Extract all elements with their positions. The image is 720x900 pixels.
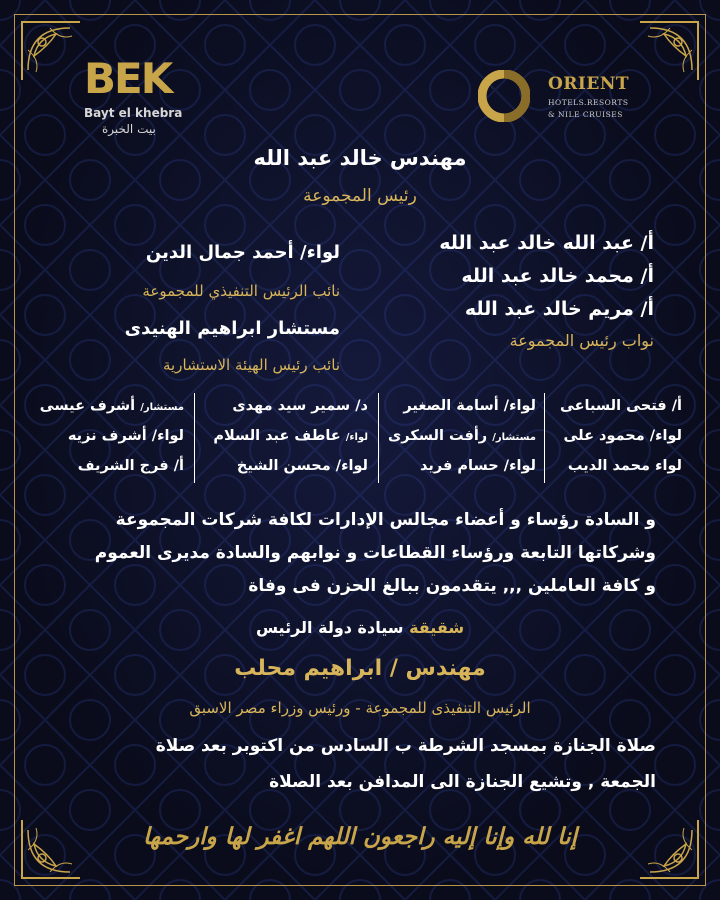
vice-chairman-name: أ/ محمد خالد عبد الله [461,265,654,287]
column-divider [544,393,545,483]
relation-gold: شقيقة [409,618,465,637]
staff-name: أ/ فتحى السباعى [559,398,682,414]
staff-entry [403,398,536,414]
staff-name: أسامة الصغير [403,398,499,414]
staff-name: لواء/ محمود على [563,428,682,444]
funeral-line: صلاة الجنازة بمسجد الشرطة ب السادس من اكتوبر بعد صلاة [155,736,656,756]
staff-entry [40,398,184,414]
staff-rank: د/ [355,398,368,414]
staff-rank: لواء/ [503,458,536,474]
staff-entry [68,428,184,444]
executive-title: نائب الرئيس التنفيذي للمجموعة [142,282,340,300]
staff-name: محسن الشيخ [236,458,331,474]
staff-entry [213,428,368,444]
funeral-line: الجمعة , وتشيع الجنازة الى المدافن بعد الصلاة [269,772,656,792]
staff-rank: لواء/ [335,458,368,474]
staff-name: أشرف نزيه [67,428,147,444]
prime-minister-name: مهندس / ابراهيم محلب [234,656,486,681]
vice-chairman-name: أ/ مريم خالد عبد الله [464,298,654,320]
staff-rank: مستشار/ [492,432,536,443]
bek-logo-english: Bayt el khebra [84,106,183,120]
vice-chairmen-title: نواب رئيس المجموعة [509,331,654,350]
staff-rank: مستشار/ [140,402,184,413]
orient-logo [478,70,648,126]
relation-white: سيادة دولة الرئيس [255,618,404,637]
staff-entry [388,428,536,444]
orient-ring-icon [478,70,530,122]
corner-ornament-icon [20,20,82,82]
bek-logo-mark: BEK [84,54,172,103]
column-divider [194,393,195,483]
relation-line [0,618,720,637]
staff-entry [420,458,536,474]
column-divider [378,393,379,483]
staff-rank: لواء/ [503,398,536,414]
staff-rank: لواء/ [345,432,368,443]
staff-entry [232,398,368,414]
staff-name: سمير سيد مهدى [232,398,351,414]
staff-name: فرج الشريف [77,458,169,474]
chairman-title: رئيس المجموعة [303,186,417,206]
prime-minister-title: الرئيس التنفيذى للمجموعة - ورئيس وزراء مصر الاسبق [189,699,531,717]
staff-name: أشرف عيسى [39,398,136,414]
vice-chairman-name: أ/ عبد الله خالد عبد الله [439,232,654,254]
staff-name: رأفت السكرى [388,428,488,444]
orient-subtitle-2: & NILE CRUISES [548,110,623,119]
message-line: و كافة العاملين ,,, يتقدمون ببالغ الحزن فى وفاة [248,576,656,596]
staff-entry [78,458,184,474]
staff-name: حسام فريد [420,458,499,474]
staff-rank: لواء/ [151,428,184,444]
message-line: وشركاتها التابعة ورؤساء القطاعات و نوابهم والسادة مديرى العموم [94,543,656,563]
bek-logo-arabic: بيت الخبرة [102,122,156,136]
executive-name: لواء/ أحمد جمال الدين [145,242,340,263]
executive-title: نائب رئيس الهيئة الاستشارية [163,356,340,374]
orient-name: ORIENT [548,74,630,94]
chairman-name: مهندس خالد عبد الله [253,146,467,170]
quran-verse: إنا لله وإنا إليه راجعون اللهم اغفر لها وارحمها [143,824,577,850]
staff-name: لواء محمد الديب [567,458,682,474]
executive-name: مستشار ابراهيم الهنيدى [124,318,340,339]
staff-name: عاطف عبد السلام [213,428,341,444]
bayt-el-khebra-logo [84,54,194,136]
orient-subtitle-1: HOTELS.RESORTS [548,98,629,107]
staff-entry [237,458,368,474]
message-line: و السادة رؤساء و أعضاء مجالس الإدارات لكافة شركات المجموعة [115,510,656,530]
staff-rank: أ/ [173,458,184,474]
